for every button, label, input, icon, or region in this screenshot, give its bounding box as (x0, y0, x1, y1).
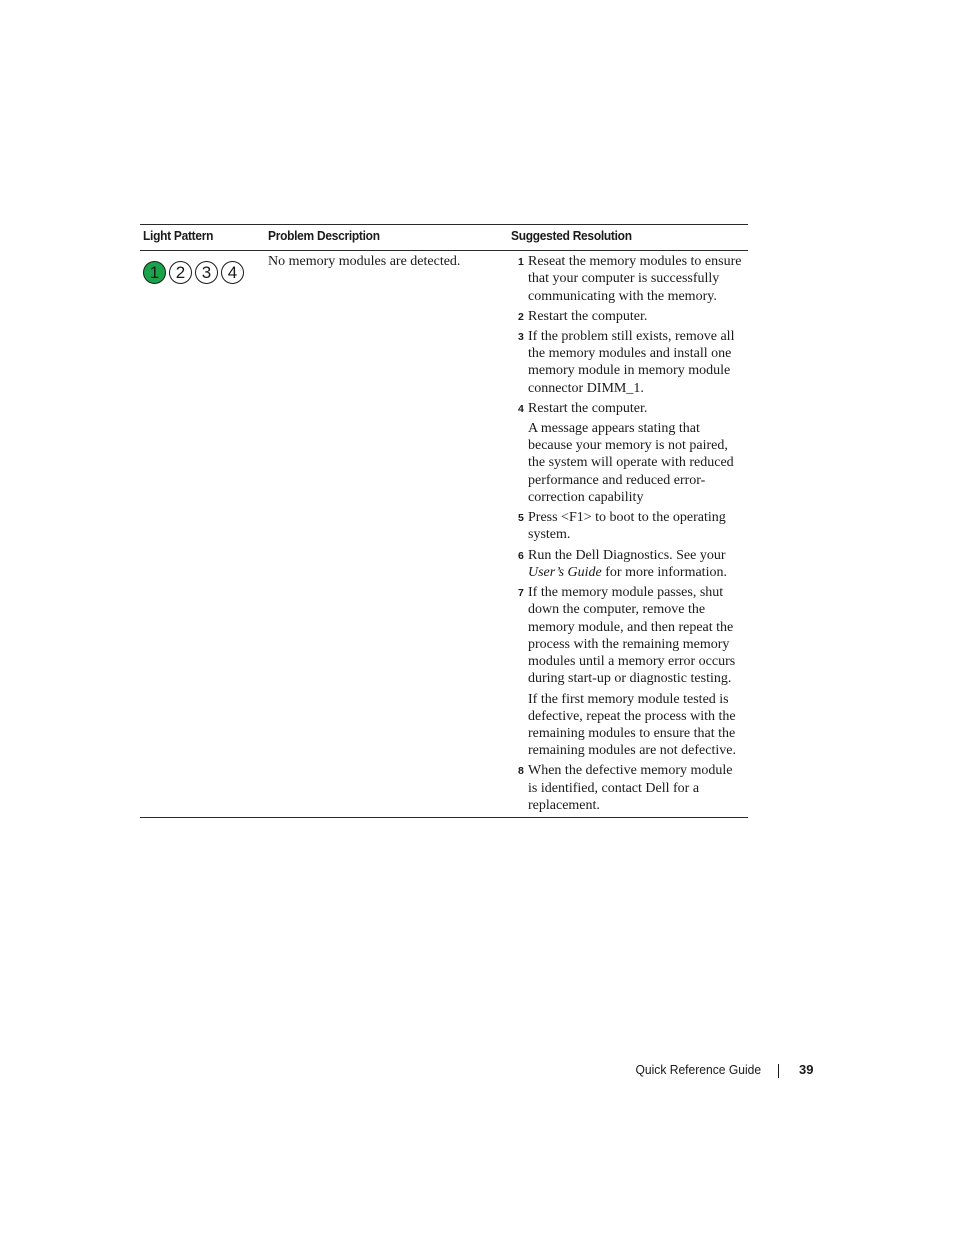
step-4 (516, 400, 742, 417)
diagnostic-light-2-icon: 2 (169, 261, 192, 284)
step-7-note: If the first memory module tested is defective, repeat the process with the remaining modules to ensure that the remaining modules are not defective. (528, 691, 736, 759)
step-5 (516, 509, 742, 544)
step-number: 7 (518, 586, 524, 599)
step-number: 5 (518, 512, 524, 525)
footer-separator (778, 1064, 779, 1078)
step-2 (516, 308, 742, 325)
page-footer (0, 1062, 954, 1080)
step-6 (516, 547, 742, 582)
header-problem-description: Problem Description (268, 228, 380, 243)
step-text-after: for more information. (601, 564, 727, 580)
diagnostic-light-3-icon: 3 (195, 261, 218, 284)
header-light-pattern: Light Pattern (143, 228, 214, 243)
step-1 (516, 253, 742, 305)
step-4-note: A message appears stating that because your memory is not paired, the system will operate with reduced performance and reduced error-correction capability (528, 420, 734, 506)
diagnostic-lights-table (140, 224, 748, 818)
table-header (140, 225, 748, 250)
footer-title: Quick Reference Guide (635, 1062, 761, 1077)
light-pattern (143, 261, 244, 284)
step-7 (516, 584, 742, 688)
step-text: If the memory module passes, shut down the computer, remove the memory module, and then repeat the process with the remaining memory modules until a memory error occurs during start-up or diagnostic testing. (528, 584, 736, 687)
problem-description: No memory modules are detected. (268, 254, 461, 269)
header-suggested-resolution: Suggested Resolution (511, 228, 632, 243)
step-text: Reseat the memory modules to ensure that your computer is successfully communicating with the memory. (528, 254, 742, 304)
step-8 (516, 762, 742, 814)
resolution-steps (516, 253, 742, 817)
users-guide-reference: User’s Guide (528, 564, 602, 580)
step-number: 8 (518, 765, 524, 778)
step-text: Press <F1> to boot to the operating system. (528, 510, 726, 543)
step-number: 1 (518, 256, 524, 268)
step-text: Restart the computer. (528, 308, 648, 324)
diagnostic-light-4-icon: 4 (221, 261, 244, 284)
step-text: Restart the computer. (528, 400, 648, 416)
step-number: 6 (518, 549, 524, 562)
step-3 (516, 328, 742, 397)
step-text: If the problem still exists, remove all the memory modules and install one memory module in memory module connector DIMM_1. (528, 328, 735, 396)
step-text: When the defective memory module is identified, contact Dell for a replacement. (528, 763, 733, 814)
page-number: 39 (799, 1062, 814, 1077)
step-number: 2 (518, 310, 524, 323)
table-row (140, 251, 748, 817)
step-number: 4 (518, 402, 524, 415)
diagnostic-light-1-icon: 1 (143, 261, 166, 284)
step-number: 3 (518, 330, 524, 343)
step-text-before: Run the Dell Diagnostics. See your (528, 547, 726, 563)
